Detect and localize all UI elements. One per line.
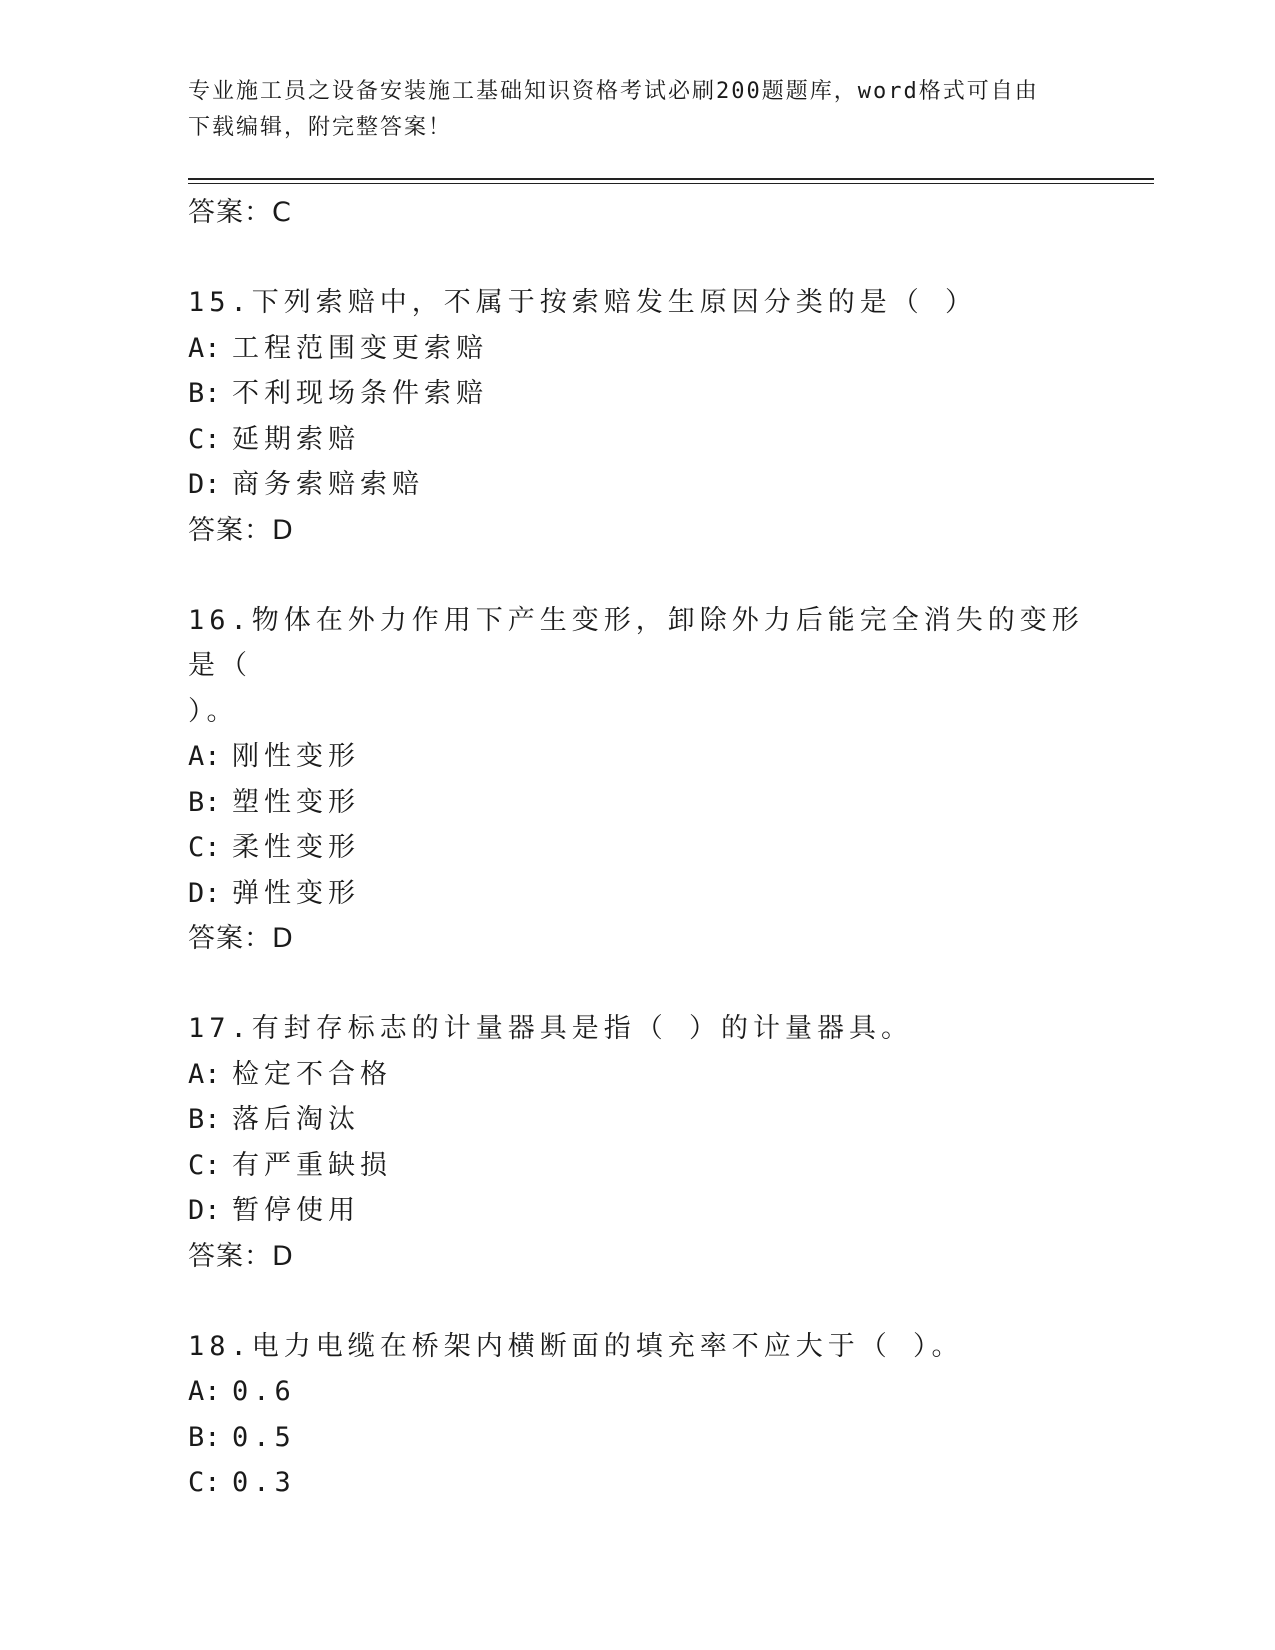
option-text: 0.5 [232, 1421, 296, 1453]
option-text: 塑性变形 [232, 786, 360, 818]
option-letter: C: [188, 1467, 221, 1498]
question-answer: 答案：D [188, 514, 294, 546]
option-c [188, 417, 1108, 463]
option-letter: D: [188, 469, 221, 500]
question-18 [188, 1324, 1108, 1506]
option-text: 落后淘汰 [232, 1104, 360, 1135]
option-text: 暂停使用 [232, 1195, 360, 1226]
header-line-2: 下载编辑，附完整答案！ [188, 115, 453, 140]
option-text: 商务索赔索赔 [232, 469, 424, 500]
option-c [188, 1460, 1108, 1506]
option-letter: B: [188, 1421, 221, 1453]
question-16 [188, 598, 1108, 963]
option-text: 检定不合格 [232, 1058, 392, 1090]
option-c [188, 825, 1108, 871]
question-list [188, 190, 1108, 1506]
header-divider-thin [188, 183, 1154, 184]
option-b [188, 1097, 1108, 1143]
question-answer: 答案：D [188, 1240, 294, 1272]
option-c [188, 1143, 1108, 1189]
option-text: 有严重缺损 [232, 1149, 392, 1181]
option-text: 刚性变形 [232, 741, 360, 772]
option-b [188, 371, 1108, 417]
option-letter: A: [188, 1058, 221, 1090]
question-answer: 答案：D [188, 923, 294, 954]
header-line-1: 专业施工员之设备安装施工基础知识资格考试必刷200题题库，word格式可自由 [188, 79, 1039, 104]
previous-answer: 答案：C [188, 197, 292, 228]
header-divider-thick [188, 178, 1154, 180]
option-b [188, 780, 1108, 826]
option-letter: A: [188, 1376, 221, 1407]
question-stem: 15.下列索赔中，不属于按索赔发生原因分类的是（ ） [188, 287, 978, 318]
option-a [188, 734, 1108, 780]
option-letter: B: [188, 1104, 221, 1135]
option-text: 延期索赔 [232, 423, 360, 455]
option-text: 工程范围变更索赔 [232, 332, 488, 364]
option-letter: C: [188, 1149, 221, 1181]
option-letter: A: [188, 741, 221, 772]
option-text: 0.6 [232, 1376, 296, 1407]
question-stem-continuation: ）。 [188, 695, 239, 727]
question-15 [188, 280, 1108, 554]
option-a [188, 1052, 1108, 1098]
option-letter: D: [188, 877, 221, 909]
question-stem: 17.有封存标志的计量器具是指（ ）的计量器具。 [188, 1013, 914, 1044]
question-stem: 18.电力电缆在桥架内横断面的填充率不应大于（ ）。 [188, 1330, 964, 1362]
document-header [188, 74, 1068, 146]
option-letter: C: [188, 423, 221, 455]
option-letter: B: [188, 786, 221, 818]
option-letter: C: [188, 832, 221, 863]
option-letter: A: [188, 332, 221, 364]
question-17 [188, 1006, 1108, 1280]
question-stem: 16.物体在外力作用下产生变形，卸除外力后能完全消失的变形是（ [188, 604, 1084, 681]
option-text: 0.3 [232, 1467, 296, 1498]
option-letter: B: [188, 378, 221, 409]
option-text: 柔性变形 [232, 832, 360, 863]
option-d [188, 871, 1108, 917]
option-a [188, 1369, 1108, 1415]
option-text: 弹性变形 [232, 877, 360, 909]
option-d [188, 1188, 1108, 1234]
option-b [188, 1415, 1108, 1461]
option-d [188, 462, 1108, 508]
option-a [188, 326, 1108, 372]
option-text: 不利现场条件索赔 [232, 378, 488, 409]
option-letter: D: [188, 1195, 221, 1226]
